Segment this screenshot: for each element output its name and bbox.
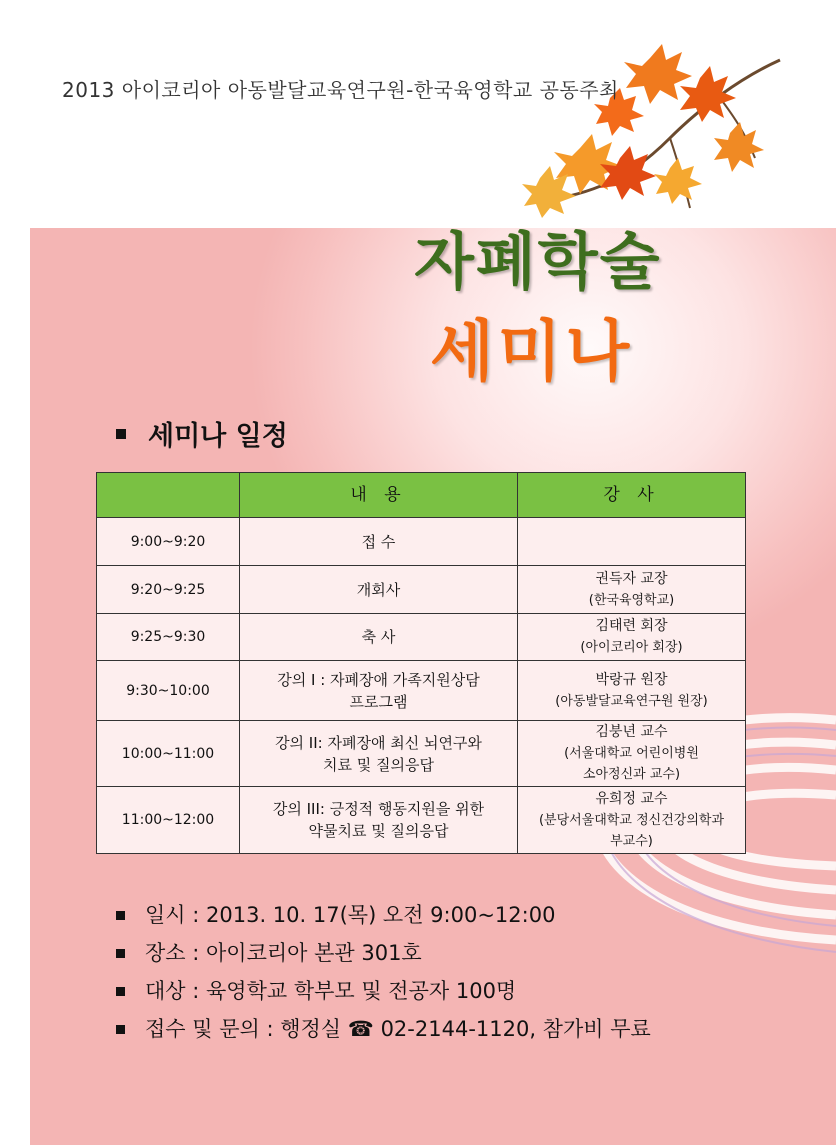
table-row bbox=[97, 566, 746, 614]
info-date-text: 일시 : 2013. 10. 17(목) 오전 9:00~12:00 bbox=[145, 903, 556, 927]
schedule-table bbox=[96, 472, 746, 854]
lecturer-affiliation: (한국육영학교) bbox=[588, 592, 675, 608]
lecturer-name: 박랑규 원장 bbox=[595, 671, 668, 688]
lecturer-affiliation: (아동발달교육연구원 원장) bbox=[555, 693, 708, 709]
lecturer-affiliation: (서울대학교 어린이병원 bbox=[564, 746, 699, 761]
table-row bbox=[97, 721, 746, 787]
title-line-1: 자폐학술 bbox=[414, 225, 662, 298]
content-line: 강의 I : 자폐장애 가족지원상담 bbox=[277, 670, 480, 689]
row-content bbox=[240, 518, 518, 566]
lecturer-affiliation: (분당서울대학교 정신건강의학과 bbox=[538, 812, 725, 828]
row-content bbox=[240, 614, 518, 661]
row-lecturer bbox=[518, 721, 746, 787]
row-lecturer bbox=[518, 661, 746, 721]
content-line: 접 수 bbox=[361, 532, 396, 551]
table-row bbox=[97, 518, 746, 566]
content-line: 프로그램 bbox=[349, 692, 408, 711]
event-info bbox=[116, 896, 651, 1048]
row-lecturer bbox=[518, 566, 746, 614]
title-line-2: 세미나 bbox=[430, 313, 634, 390]
info-place bbox=[116, 934, 651, 972]
info-place-text: 장소 : 아이코리아 본관 301호 bbox=[145, 941, 422, 965]
lecturer-name: 김태련 회장 bbox=[595, 618, 668, 634]
content-line: 강의 II: 자폐장애 최신 뇌연구와 bbox=[275, 733, 482, 752]
header-content: 내 용 bbox=[240, 473, 518, 518]
bullet-square-icon bbox=[116, 949, 125, 958]
lecturer-affiliation: 부교수) bbox=[610, 833, 653, 849]
bullet-square-icon bbox=[116, 911, 125, 920]
schedule-heading bbox=[116, 414, 288, 453]
row-time: 9:30~10:00 bbox=[97, 661, 240, 721]
info-date bbox=[116, 896, 651, 934]
organizer-text: 2013 아이코리아 아동발달교육연구원-한국육영학교 공동주최 bbox=[62, 78, 619, 102]
row-content bbox=[240, 661, 518, 721]
schedule-heading-text: 세미나 일정 bbox=[148, 421, 288, 452]
bullet-square-icon bbox=[116, 987, 125, 996]
content-line: 약물치료 및 질의응답 bbox=[308, 822, 449, 840]
row-content bbox=[240, 721, 518, 787]
bullet-square-icon bbox=[116, 1025, 125, 1034]
row-lecturer bbox=[518, 614, 746, 661]
info-target-text: 대상 : 육영학교 학부모 및 전공자 100명 bbox=[145, 979, 517, 1003]
table-header-row bbox=[97, 473, 746, 518]
lecturer-affiliation: (아이코리아 회장) bbox=[580, 640, 683, 655]
info-contact-text: 접수 및 문의 : 행정실 ☎ 02-2144-1120, 참가비 무료 bbox=[145, 1017, 651, 1041]
content-line: 개회사 bbox=[356, 580, 401, 599]
header-lecturer: 강 사 bbox=[518, 473, 746, 518]
row-time: 9:20~9:25 bbox=[97, 566, 240, 614]
lecturer-name: 김붕년 교수 bbox=[595, 724, 668, 740]
row-lecturer bbox=[518, 518, 746, 566]
row-time: 10:00~11:00 bbox=[97, 721, 240, 787]
lecturer-name: 권득자 교장 bbox=[595, 570, 668, 587]
row-lecturer bbox=[518, 787, 746, 854]
lecturer-affiliation: 소아정신과 교수) bbox=[582, 767, 681, 782]
header-time bbox=[97, 473, 240, 518]
row-content bbox=[240, 787, 518, 854]
row-time: 11:00~12:00 bbox=[97, 787, 240, 854]
info-contact bbox=[116, 1010, 651, 1048]
maple-leaves-decoration bbox=[520, 38, 790, 218]
info-target bbox=[116, 972, 651, 1010]
row-time: 9:00~9:20 bbox=[97, 518, 240, 566]
content-line: 축 사 bbox=[361, 628, 396, 646]
table-row bbox=[97, 661, 746, 721]
content-line: 치료 및 질의응답 bbox=[323, 755, 434, 774]
bullet-square-icon bbox=[116, 429, 126, 439]
content-line: 강의 III: 긍정적 행동지원을 위한 bbox=[272, 800, 485, 818]
table-row bbox=[97, 614, 746, 661]
row-time: 9:25~9:30 bbox=[97, 614, 240, 661]
row-content bbox=[240, 566, 518, 614]
lecturer-name: 유희정 교수 bbox=[595, 790, 668, 807]
table-row bbox=[97, 787, 746, 854]
